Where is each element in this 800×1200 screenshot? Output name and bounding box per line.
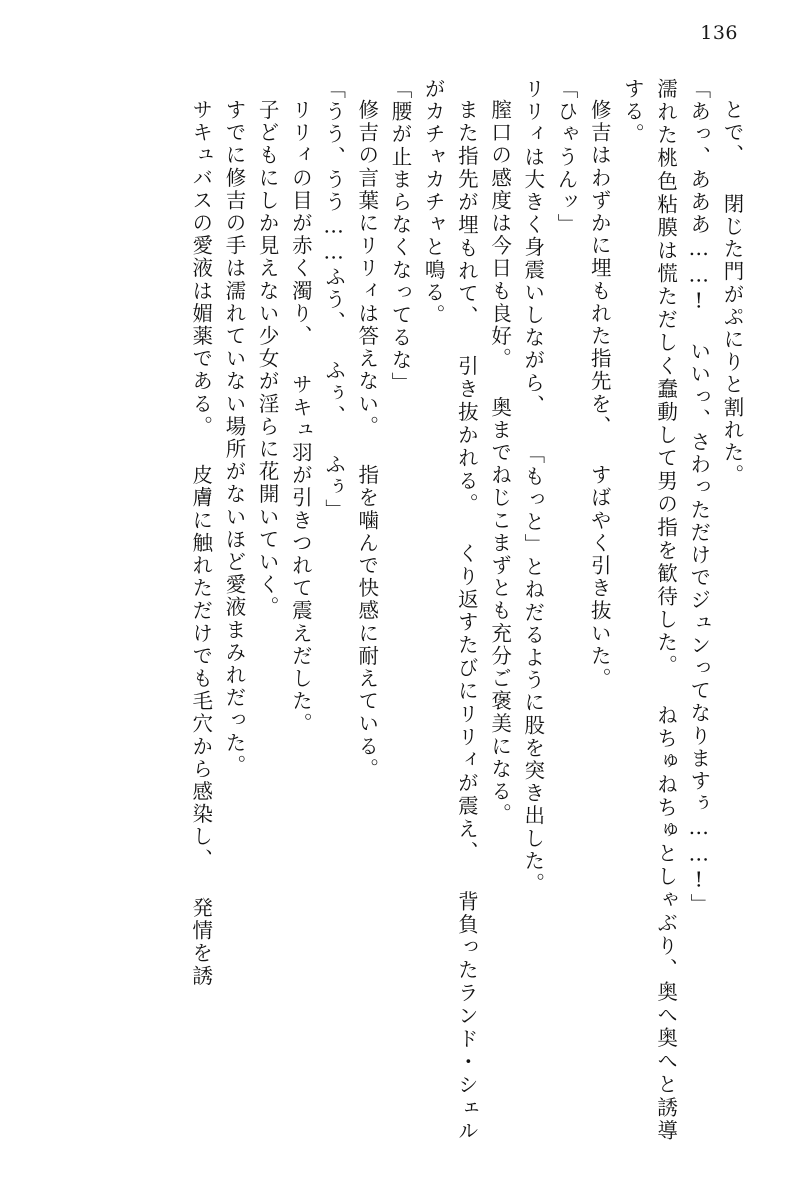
paragraph: 「うう、うう……ふう、 ふぅ、 ふぅ」 xyxy=(321,78,346,522)
page-body-text xyxy=(48,78,748,1142)
paragraph: 修吉の言葉にリリィは答えない。 指を噛んで快感に耐えている。 xyxy=(354,98,379,780)
paragraph: サキュバスの愛液は媚薬である。 皮膚に触れただけでも毛穴から感染し、 発情を誘 xyxy=(188,98,213,987)
paragraph: また指先が埋もれて、 引き抜かれる。 くり返すたびにリリィが震え、 背負ったランド・シェルがカチャカチャと鳴る。 xyxy=(421,78,479,1142)
paragraph: とで、 閉じた門がぷにりと割れた。 xyxy=(720,98,744,487)
paragraph: 子どもにしか見えない少女が淫らに花開いていく。 xyxy=(255,98,280,619)
paragraph: 「あっ、あああ……! いいっ、さわっただけでジュンってなりますぅ……!」 xyxy=(686,78,711,917)
page-number: 136 xyxy=(700,22,738,44)
paragraph: 「ひゃうんッ」 xyxy=(553,78,578,237)
paragraph: 「腰が止まらなくなってるな」 xyxy=(387,78,412,395)
paragraph: 膣口の感度は今日も良好。 奥までねじこまずとも充分ご褒美になる。 xyxy=(487,98,512,826)
paragraph: すでに修吉の手は濡れていない場所がないほど愛液まみれだった。 xyxy=(221,98,246,777)
paragraph: 修吉はわずかに埋もれた指先を、 すばやく引き抜いた。 xyxy=(587,98,612,690)
paragraph: 濡れた桃色粘膜は慌ただしく蠢動して男の指を歓待した。 ねちゅねちゅとしゃぶり、奥へ奥へと誘導する。 xyxy=(620,78,678,1142)
paragraph: リリィは大きく身震いしながら、 「もっと」とねだるように股を突き出した。 xyxy=(520,78,545,896)
paragraph: リリィの目が赤く濁り、 サキュ羽が引きつれて震えだした。 xyxy=(288,98,313,735)
